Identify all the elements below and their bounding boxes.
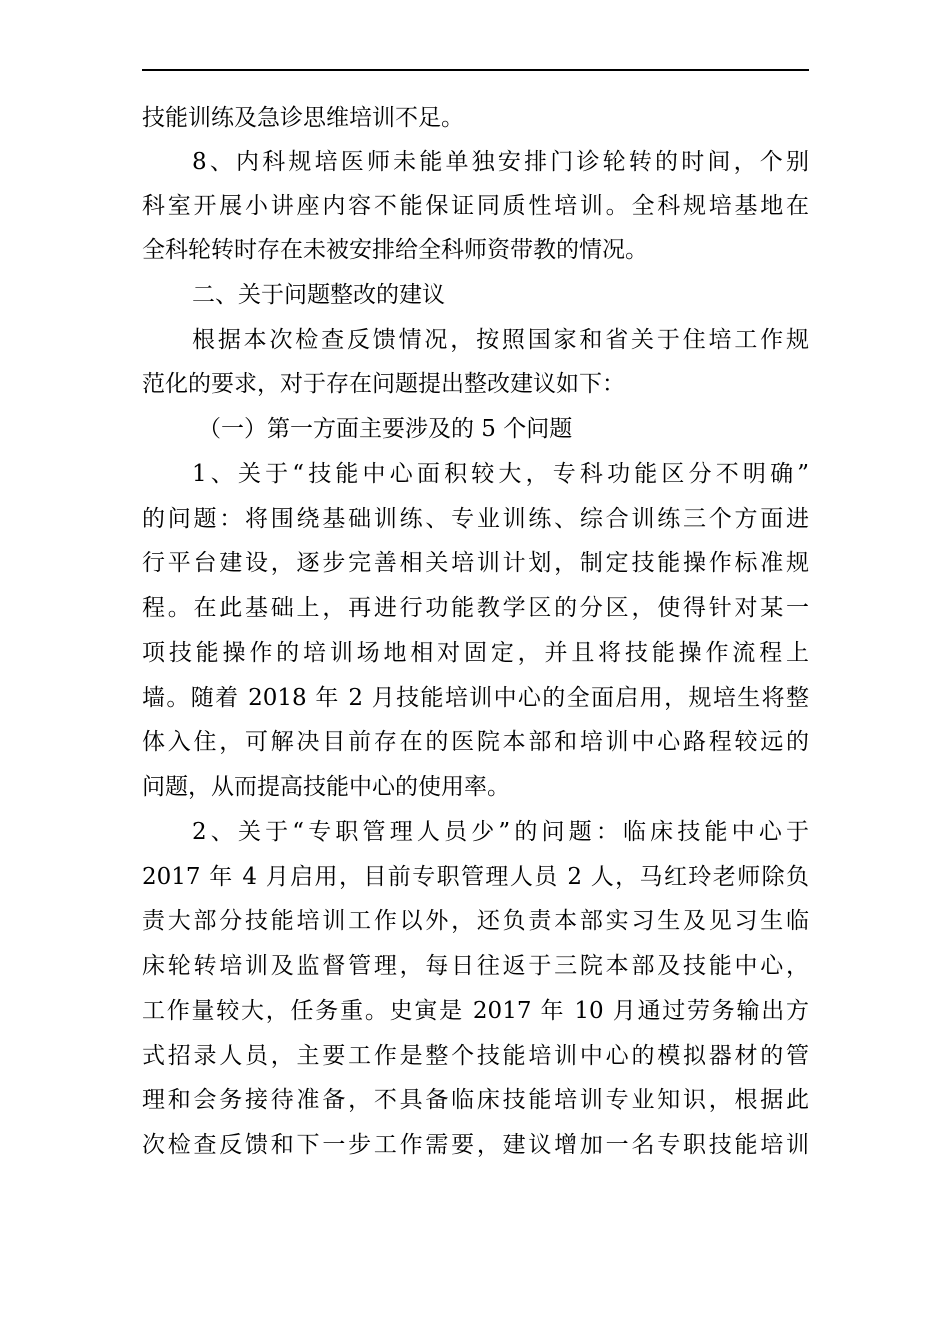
text-line-12: 程。在此基础上，再进行功能教学区的分区，使得针对某一 bbox=[142, 595, 809, 621]
text-line-23: 理和会务接待准备，不具备临床技能培训专业知识，根据此 bbox=[142, 1087, 809, 1113]
header-rule bbox=[142, 69, 809, 71]
text-line-19: 责大部分技能培训工作以外，还负责本部实习生及见习生临 bbox=[142, 908, 809, 934]
text-line-4: 全科轮转时存在未被安排给全科师资带教的情况。 bbox=[142, 237, 648, 263]
text-line-16: 问题，从而提高技能中心的使用率。 bbox=[142, 774, 510, 800]
text-line-6: 根据本次检查反馈情况，按照国家和省关于住培工作规 bbox=[192, 327, 809, 353]
text-line-20: 床轮转培训及监督管理，每日往返于三院本部及技能中心， bbox=[142, 953, 809, 979]
text-line-21: 工作量较大，任务重。史寅是 2017 年 10 月通过劳务输出方 bbox=[142, 998, 809, 1024]
subsection-heading-1: （一）第一方面主要涉及的 5 个问题 bbox=[198, 416, 573, 442]
text-line-11: 行平台建设，逐步完善相关培训计划，制定技能操作标准规 bbox=[142, 550, 809, 576]
text-line-17: 2、关于“专职管理人员少”的问题：临床技能中心于 bbox=[192, 819, 809, 845]
text-line-2: 8、内科规培医师未能单独安排门诊轮转的时间，个别 bbox=[192, 149, 809, 175]
text-line-15: 体入住，可解决目前存在的医院本部和培训中心路程较远的 bbox=[142, 729, 809, 755]
section-heading-2: 二、关于问题整改的建议 bbox=[192, 282, 445, 308]
text-line-9: 1、关于“技能中心面积较大，专科功能区分不明确” bbox=[192, 461, 809, 487]
text-line-24: 次检查反馈和下一步工作需要，建议增加一名专职技能培训 bbox=[142, 1132, 809, 1158]
text-line-3: 科室开展小讲座内容不能保证同质性培训。全科规培基地在 bbox=[142, 193, 809, 219]
text-line-10: 的问题：将围绕基础训练、专业训练、综合训练三个方面进 bbox=[142, 506, 809, 532]
text-line-13: 项技能操作的培训场地相对固定，并且将技能操作流程上 bbox=[142, 640, 809, 666]
text-line-18: 2017 年 4 月启用，目前专职管理人员 2 人，马红玲老师除负 bbox=[142, 864, 809, 890]
text-line-14: 墙。随着 2018 年 2 月技能培训中心的全面启用，规培生将整 bbox=[142, 685, 809, 711]
text-line-7: 范化的要求，对于存在问题提出整改建议如下： bbox=[142, 371, 625, 397]
text-line-22: 式招录人员，主要工作是整个技能培训中心的模拟器材的管 bbox=[142, 1043, 809, 1069]
text-line-1: 技能训练及急诊思维培训不足。 bbox=[142, 105, 464, 131]
